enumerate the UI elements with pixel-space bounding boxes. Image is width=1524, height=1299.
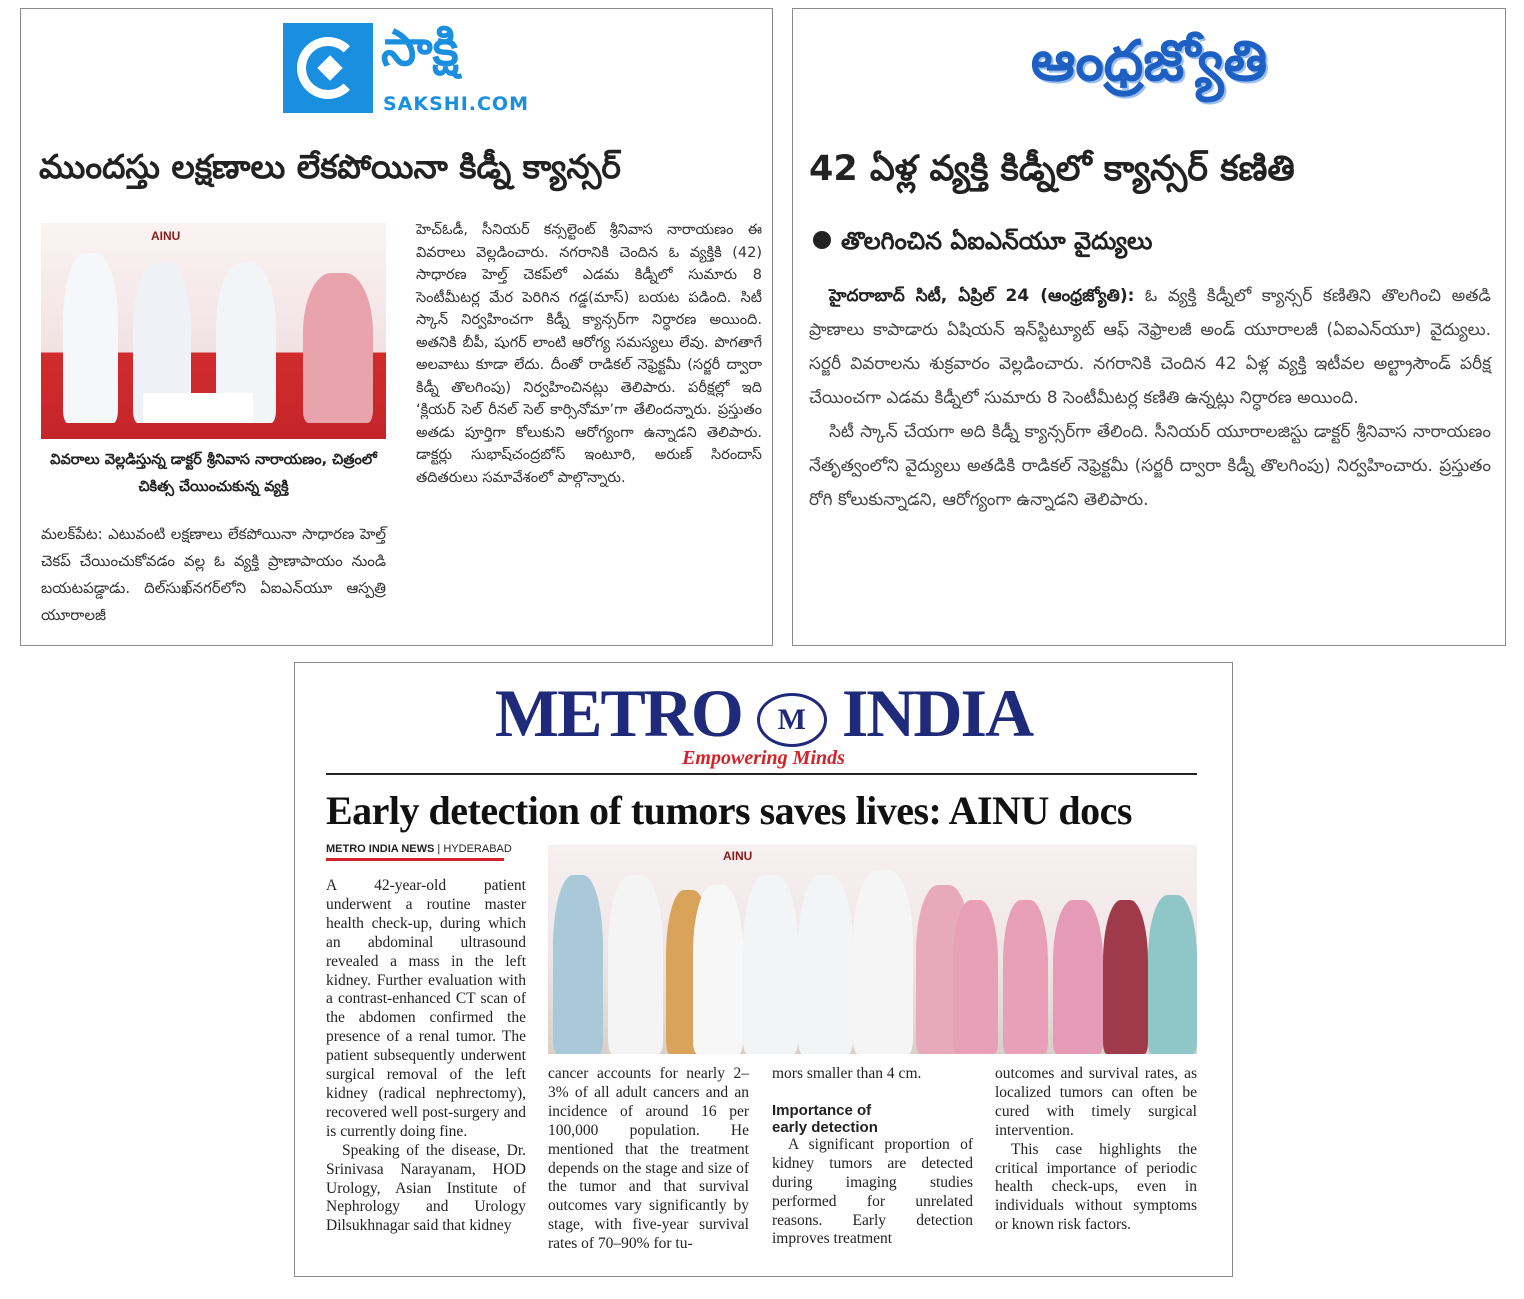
metro-article-col1 [326,877,526,1236]
emblem-letter: M [777,703,806,737]
metro-tagline: Empowering Minds [682,747,845,769]
andhrajyothy-headline: 42 ఏళ్ల వ్యక్తి కిడ్నీలో క్యాన్సర్ కణితి [809,149,1295,189]
dateline: హైదరాబాద్ సిటీ, ఏప్రిల్ 24 (ఆంధ్రజ్యోతి): [829,286,1135,306]
sakshi-logo-url: SAKSHI.COM [383,93,529,115]
paragraph: mors smaller than 4 cm. [772,1065,922,1082]
paragraph: A 42-year-old patient underwent a routine master health check-up, during which an abdominal ultrasound revealed a mass in the left kidney. Further evaluation with a contrast-enhanced CT scan of the abdomen confirmed the presence of a renal tumor. The patient subsequently underwent surgical removal of the left kidney (radical nephrectomy), recovered well post-surgery and is currently doing fine. [326,877,526,1140]
section-subhead: Importance of early detection [772,1101,878,1136]
paragraph: Speaking of the disease, Dr. Srinivasa Narayanam, HOD Urology, Asian Institute of Nephrology and Urology Dilsukhnagar said that kidney [326,1141,526,1235]
sakshi-article-left: మలక్‌పేట: ఎటువంటి లక్షణాలు లేకపోయినా సాధారణ హెల్త్ చెకప్ చేయించుకోవడం వల్ల ఓ వ్యక్తి ప్రాణాపాయం నుండి బయటపడ్డాడు. దిల్‌సుఖ్‌నగర్‌లోని ఏఐఎన్‌యూ ఆస్పత్రి యూరాలజీ [41,525,386,624]
paragraph: ఓ వ్యక్తి కిడ్నీలో క్యాన్సర్ కణితిని తొలగించి అతడి ప్రాణాలు కాపాడారు ఏషియన్ ఇన్‌స్టిట్యూట్ ఆఫ్ నెఫ్రాలజీ అండ్ యూరాలజీ (ఏఐఎన్‌యూ) వైద్యులు. సర్జరీ వివరాలను శుక్రవారం వెల్లడించారు. నగరానికి చెందిన 42 ఏళ్ల వ్యక్తి ఇటీవల అల్ట్రాసౌండ్ పరీక్ష చేయించగా ఎడమ కిడ్నీలో సుమారు 8 సెంటీమీటర్ల కణితి ఉన్నట్లు నిర్ధారణ అయింది. [809,286,1491,408]
byline-place: HYDERABAD [443,843,512,855]
metro-article-col3 [772,1065,973,1249]
metro-article-col2: cancer accounts for nearly 2–3% of all adult cancers and an incidence of around 16 per 100,000 population. He mentioned that the treatment depends on the stage and size of the tumor and that survival outcomes vary significantly by stage, with five-year survival rates of 70–90% for tu- [548,1065,749,1253]
logo-word-metro: METRO [494,675,742,751]
bullet-icon [813,231,831,249]
metro-photo [548,845,1197,1054]
metro-headline: Early detection of tumors saves lives: AINU docs [326,788,1132,833]
paragraph: This case highlights the critical importance of periodic health check-ups, even in individuals without symptoms or known risk factors. [995,1140,1197,1234]
sakshi-logo-text: సాక్షి [381,19,459,77]
byline-source: METRO INDIA NEWS [326,843,435,855]
sakshi-headline: ముందస్తు లక్షణాలు లేకపోయినా కిడ్నీ క్యాన్సర్ [39,147,621,186]
paragraph: outcomes and survival rates, as localized tumors can often be cured with timely surgical intervention. [995,1065,1197,1139]
subhead-text: తొలగించిన ఏఐఎన్‌యూ వైద్యులు [841,227,1153,255]
logo-word-india: INDIA [841,675,1033,751]
photo-banner-text: AINU [723,849,753,863]
sakshi-article-right: హెచ్‌ఓడీ, సీనియర్ కన్సల్టెంట్ శ్రీనివాస నారాయణం ఈ వివరాలు వెల్లడించారు. నగరానికి చెందిన ఓ వ్యక్తికి (42) సాధారణ హెల్త్ చెకప్‌లో ఎడమ కిడ్నీలో సుమారు 8 సెంటీమీటర్ల మేర పెరిగిన గడ్డ(మాస్) బయట పడింది. సిటీ స్కాన్ నిర్వహించగా కిడ్నీ క్యాన్సర్‌గా నిర్ధారణ అయింది. అతనికి బీపీ, షుగర్ లాంటి ఆరోగ్య సమస్యలు లేవు. పొగతాగే అలవాటు కూడా లేదు. దీంతో రాడికల్ నెఫ్రెక్టమీ (సర్జరీ ద్వారా కిడ్నీ తొలగింపు) నిర్వహించినట్లు తెలిపారు. పరీక్షల్లో ఇది ‘క్లియర్ సెల్ రీనల్ సెల్ కార్సినోమా’గా తేలిందన్నారు. ప్రస్తుతం అతడు పూర్తిగా కోలుకుని ఆరోగ్యంగా ఉన్నాడని తెలిపారు. డాక్టర్లు సుభాష్‌చంద్రబోస్ ఇంటూరి, అరుణ్ సిరందాస్ తదితరులు సమావేశంలో పాల్గొన్నారు. [416,222,762,486]
paragraph: సిటీ స్కాన్ చేయగా అది కిడ్నీ క్యాన్సర్‌గా తేలింది. సీనియర్ యూరాలజిస్టు డాక్టర్ శ్రీనివాస నారాయణం నేతృత్వంలోని వైద్యులు అతడికి రాడికల్ నెఫ్రెక్టమీ (సర్జరీ ద్వారా కిడ్నీ తొలగింపు) నిర్వహించారు. ప్రస్తుతం రోగి కోలుకున్నాడని, ఆరోగ్యంగా ఉన్నాడని తెలిపారు. [809,422,1491,510]
andhrajyothy-subhead [813,227,1152,261]
sakshi-photo [41,223,386,439]
andhrajyothy-logo: ఆంధ్రజ్యోతి [1030,29,1268,94]
emblem-icon [757,693,827,747]
divider [326,773,1197,775]
sakshi-photo-caption: వివరాలు వెల్లడిస్తున్న డాక్టర్ శ్రీనివాస నారాయణం, చిత్రంలో చికిత్స చేయించుకున్న వ్యక్తి [50,452,377,495]
paragraph: A significant proportion of kidney tumors are detected during imaging studies performed for unrelated reasons. Early detection improves treatment [772,1135,973,1248]
metro-india-clipping [294,662,1233,1277]
sakshi-clipping [20,8,773,646]
andhrajyothy-clipping [792,8,1506,646]
metro-article-col4 [995,1065,1197,1235]
photo-banner-text: AINU [151,229,181,243]
sakshi-logo-icon [283,23,373,113]
byline: METRO INDIA NEWS | HYDERABAD [326,843,504,861]
andhrajyothy-article [809,279,1491,517]
metro-india-logo [295,677,1232,749]
sakshi-logo [283,19,533,115]
